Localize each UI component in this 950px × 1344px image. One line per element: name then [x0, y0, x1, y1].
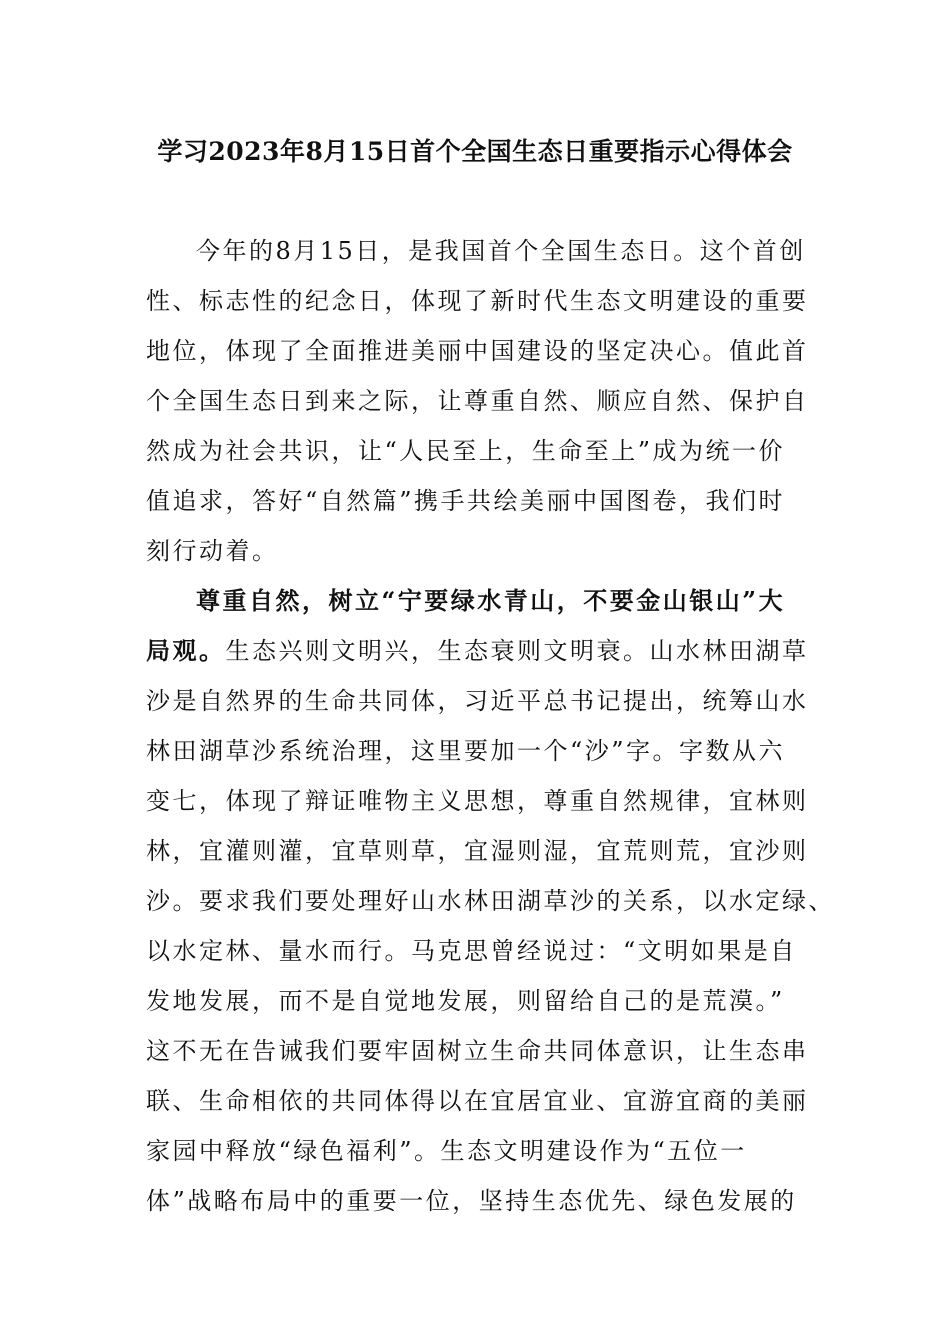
paragraph-line: 林，宜灌则灌，宜草则草，宜湿则湿，宜荒则荒，宜沙则 — [146, 837, 809, 865]
paragraph-line: 林田湖草沙系统治理，这里要加一个“沙”字。字数从六 — [146, 737, 786, 765]
paragraph-line: 性、标志性的纪念日，体现了新时代生态文明建设的重要 — [146, 287, 809, 315]
paragraph-line: 沙是自然界的生命共同体，习近平总书记提出，统筹山水 — [146, 687, 809, 715]
paragraph-2 — [146, 576, 835, 1226]
paragraph-line: 体”战略布局中的重要一位，坚持生态优先、绿色发展的 — [146, 1187, 797, 1215]
paragraph-line: 值追求，答好“自然篇”携手共绘美丽中国图卷，我们时 — [146, 487, 786, 515]
paragraph-heading-end: 局观。 — [146, 636, 226, 665]
paragraph-line: 今年的8月15日，是我国首个全国生态日。这个首创 — [196, 237, 806, 265]
paragraph-line: 然成为社会共识，让“人民至上，生命至上”成为统一价 — [146, 437, 786, 465]
paragraph-text: 生态兴则文明兴，生态衰则文明衰。山水林田湖草 — [225, 637, 809, 665]
paragraph-line: 家园中释放“绿色福利”。生态文明建设作为“五位一 — [146, 1137, 747, 1165]
paragraph-line: 发地发展，而不是自觉地发展，则留给自己的是荒漠。” — [146, 987, 785, 1015]
document-title: 学习2023年8月15日首个全国生态日重要指示心得体会 — [157, 137, 793, 166]
document-body — [146, 226, 835, 1226]
paragraph-line: 刻行动着。 — [146, 537, 279, 565]
paragraph-line: 联、生命相依的共同体得以在宜居宜业、宜游宜商的美丽 — [146, 1087, 809, 1115]
paragraph-line: 这不无在告诫我们要牢固树立生命共同体意识，让生态串 — [146, 1037, 809, 1065]
paragraph-line: 地位，体现了全面推进美丽中国建设的坚定决心。值此首 — [146, 337, 809, 365]
paragraph-line: 变七，体现了辩证唯物主义思想，尊重自然规律，宜林则 — [146, 787, 809, 815]
paragraph-line: 沙。要求我们要处理好山水林田湖草沙的关系，以水定绿、 — [146, 887, 835, 915]
paragraph-line: 以水定林、量水而行。马克思曾经说过：“文明如果是自 — [146, 937, 797, 965]
paragraph-heading: 尊重自然，树立“宁要绿水青山，不要金山银山”大 — [196, 586, 786, 615]
paragraph-line — [146, 626, 809, 676]
paragraph-1 — [146, 226, 809, 576]
paragraph-line: 个全国生态日到来之际，让尊重自然、顺应自然、保护自 — [146, 387, 809, 415]
